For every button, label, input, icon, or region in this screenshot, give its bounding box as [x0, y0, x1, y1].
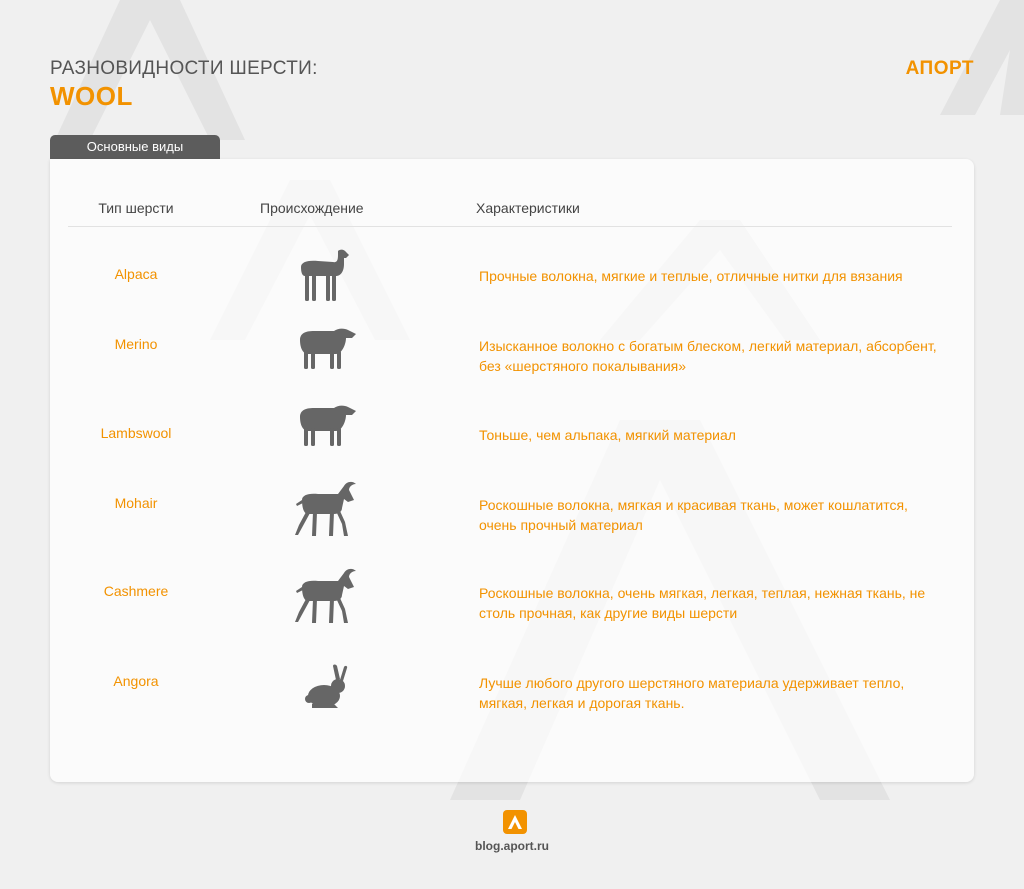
- goat-icon: [286, 478, 362, 540]
- wool-description: Изысканное волокно с богатым блеском, легкий материал, абсорбент, без «шерстяного покалывания»: [479, 338, 937, 374]
- wool-description: Роскошные волокна, мягкая и красивая ткань, может кошлатится, очень прочный материал: [479, 497, 908, 533]
- wool-table-card: [50, 159, 974, 782]
- wool-type: Lambswool: [100, 425, 172, 441]
- column-header-characteristics: Характеристики: [476, 200, 580, 216]
- wool-description: Тоньше, чем альпака, мягкий материал: [479, 427, 736, 443]
- footer-url-link[interactable]: blog.aport.ru: [475, 839, 549, 853]
- wool-description: Роскошные волокна, очень мягкая, легкая, теплая, нежная ткань, не столь прочная, как другие виды шерсти: [479, 585, 926, 621]
- alpaca-icon: [286, 249, 356, 305]
- sheep-icon: [286, 326, 356, 374]
- wool-type: Merino: [114, 336, 158, 352]
- column-header-origin: Происхождение: [260, 200, 364, 216]
- wool-type: Angora: [113, 673, 159, 689]
- page-subtitle: WOOL: [50, 81, 133, 111]
- column-header-type: Тип шерсти: [98, 200, 174, 216]
- rabbit-icon: [286, 664, 356, 710]
- lamb-icon: [286, 403, 356, 451]
- page-title: РАЗНОВИДНОСТИ ШЕРСТИ:: [50, 58, 318, 79]
- wool-description: Прочные волокна, мягкие и теплые, отличные нитки для вязания: [479, 268, 903, 284]
- wool-description: Лучше любого другого шерстяного материала удерживает тепло, мягкая, легкая и дорогая ткань.: [479, 675, 905, 711]
- wool-type: Mohair: [114, 495, 158, 511]
- brand-logo[interactable]: АПОРТ: [905, 58, 974, 79]
- wool-type: Cashmere: [103, 583, 169, 599]
- goat-icon: [286, 565, 362, 627]
- aport-logo-icon[interactable]: [503, 810, 527, 834]
- header-divider: [68, 226, 952, 227]
- wool-type: Alpaca: [114, 266, 158, 282]
- tab-main-types[interactable]: Основные виды: [50, 135, 220, 159]
